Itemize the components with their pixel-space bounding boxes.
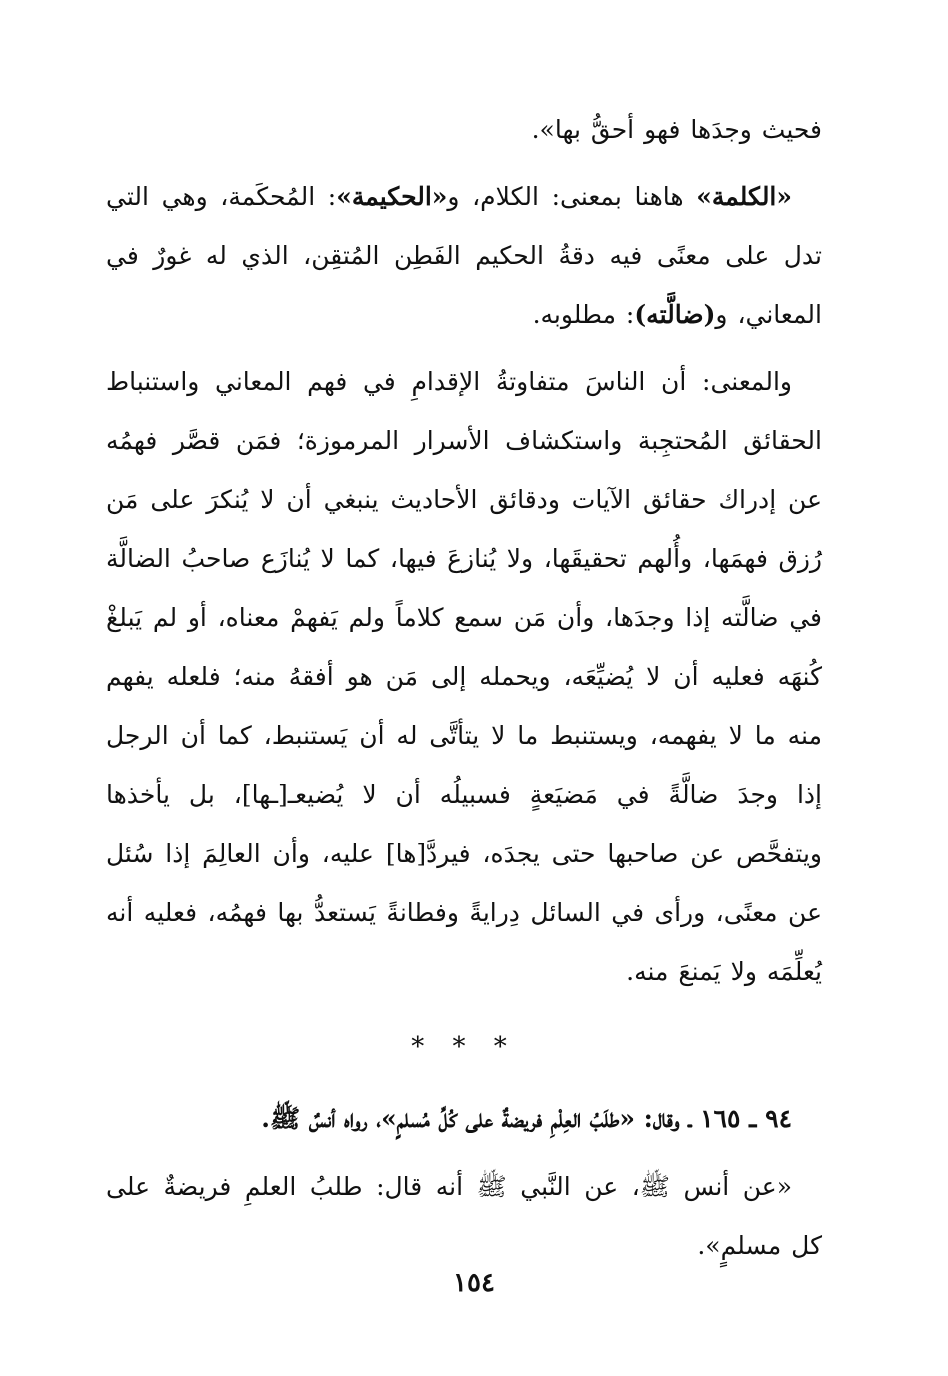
hadith-heading: ٩٤ ـ ١٦٥ ـ وقال: «طلَبُ العِلْمِ فريضةٌ على كُلِّ مُسلمٍ»، رواه أنسٌ ﷺ. <box>261 1104 792 1133</box>
explanation-text-c: : مطلوبه. <box>532 300 635 329</box>
explanation-text-a: هاهنا بمعنى: الكلام، و <box>447 182 697 211</box>
paragraph-meaning: والمعنى: أن الناسَ متفاوتةُ الإقدامِ في فهم المعاني واستنباط الحقائق المُحتجِبة واستكشاف الأسرار المرموزة؛ فمَن قصَّر فهمُه عن إدراك حقائق الآيات ودقائق الأحاديث ينبغي أن لا يُنكرَ على مَن رُزق فهمَها، وأُلهم تحقيقَها، ولا يُنازعَ فيها، كما لا يُنازَع صاحبُ الضالَّة في ضالَّته إذا وجدَها، وأن مَن سمع كلاماً ولم يَفهمْ معناه، أو لم يَبلغْ كُنهَه فعليه أن لا يُضيِّعَه، ويحمله إلى مَن هو أفقهُ منه؛ فلعله يفهم منه ما لا يفهمه، ويستنبط ما لا يتأتَّى له أن يَستنبط، كما أن الرجل إذا وجدَ ضالَّةً في مَضيَعةٍ فسبيلُه أن لا يُضيعـ[ـها]، بل يأخذها ويتفحَّص عن صاحبها حتى يجدَه، فيردَّ[ها] عليه، وأن العالِمَ إذا سُئل عن معنًى، ورأى في السائل دِرايةً وفطانةً يَستعدُّ بها فهمُه، فعليه أنه يُعلِّمَه ولا يَمنعَ منه. <box>106 367 822 986</box>
page-number: ١٥٤ <box>453 1268 495 1298</box>
term-dalla: (ضالَّته) <box>634 300 716 329</box>
paragraph-explanation <box>106 167 822 344</box>
section-divider-stars: * * * <box>411 1032 517 1062</box>
page-body <box>106 100 822 1275</box>
explanation-text-b: : المُحكَمة، وهي التي تدل على معنًى فيه دقةُ الحكيم الفَطِن المُتقِن، الذي له غورٌ في المعاني، و <box>106 182 822 329</box>
term-kalima: «الكلمة» <box>696 182 793 211</box>
paragraph-continuation: فحيث وجدَها فهو أحقُّ بها». <box>531 115 822 144</box>
term-hakima: «الحكيمة» <box>336 182 448 211</box>
paragraph-hadith-text: «عن أنس ﷺ، عن النَّبي ﷺ أنه قال: طلبُ العلمِ فريضةٌ على كل مسلمٍ». <box>106 1172 822 1260</box>
